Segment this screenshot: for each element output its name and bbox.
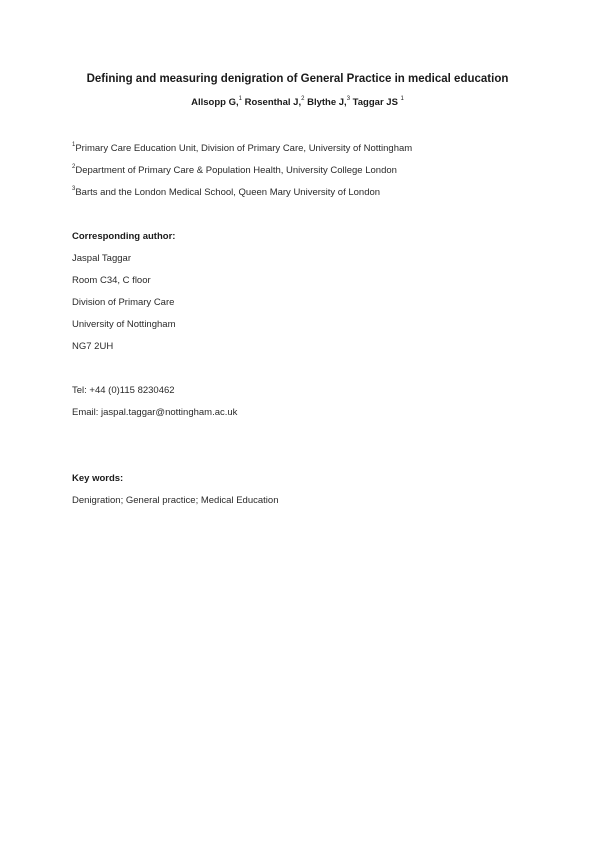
affiliation-mark: 2 bbox=[72, 164, 76, 170]
author-affiliation-mark: 2 bbox=[301, 96, 305, 102]
email: Email: jaspal.taggar@nottingham.ac.uk bbox=[72, 407, 238, 418]
affiliation-mark: 1 bbox=[72, 142, 76, 148]
telephone: Tel: +44 (0)115 8230462 bbox=[72, 385, 175, 396]
author-name: Blythe J, bbox=[307, 97, 347, 109]
affiliation-mark: 3 bbox=[72, 186, 76, 192]
author-name: Rosenthal J, bbox=[244, 97, 302, 109]
author-affiliation-mark: 1 bbox=[238, 96, 242, 102]
author-affiliation-mark: 1 bbox=[400, 96, 404, 102]
corresponding-author-heading: Corresponding author: bbox=[72, 231, 176, 242]
paper-title: Defining and measuring denigration of General Practice in medical education bbox=[86, 73, 509, 85]
author-affiliation-mark: 3 bbox=[346, 96, 351, 102]
affiliation-text: Primary Care Education Unit, Division of Primary Care, University of Nottingham bbox=[75, 143, 413, 155]
author-name: Allsopp G, bbox=[191, 97, 239, 109]
address-line: Division of Primary Care bbox=[72, 297, 175, 308]
address-line: University of Nottingham bbox=[72, 319, 176, 330]
address-line: Room C34, C floor bbox=[72, 275, 151, 286]
keywords-text: Denigration; General practice; Medical Education bbox=[72, 495, 279, 506]
address-line: Jaspal Taggar bbox=[72, 253, 131, 264]
affiliation-2 bbox=[72, 165, 397, 176]
author-list bbox=[0, 97, 595, 108]
affiliation-1 bbox=[72, 143, 412, 154]
affiliation-text: Department of Primary Care & Population Health, University College London bbox=[75, 165, 397, 177]
affiliation-3 bbox=[72, 187, 380, 198]
address-line: NG7 2UH bbox=[72, 341, 114, 352]
affiliation-text: Barts and the London Medical School, Queen Mary University of London bbox=[75, 187, 381, 199]
author-name: Taggar JS bbox=[352, 97, 398, 109]
keywords-heading: Key words: bbox=[72, 473, 124, 484]
